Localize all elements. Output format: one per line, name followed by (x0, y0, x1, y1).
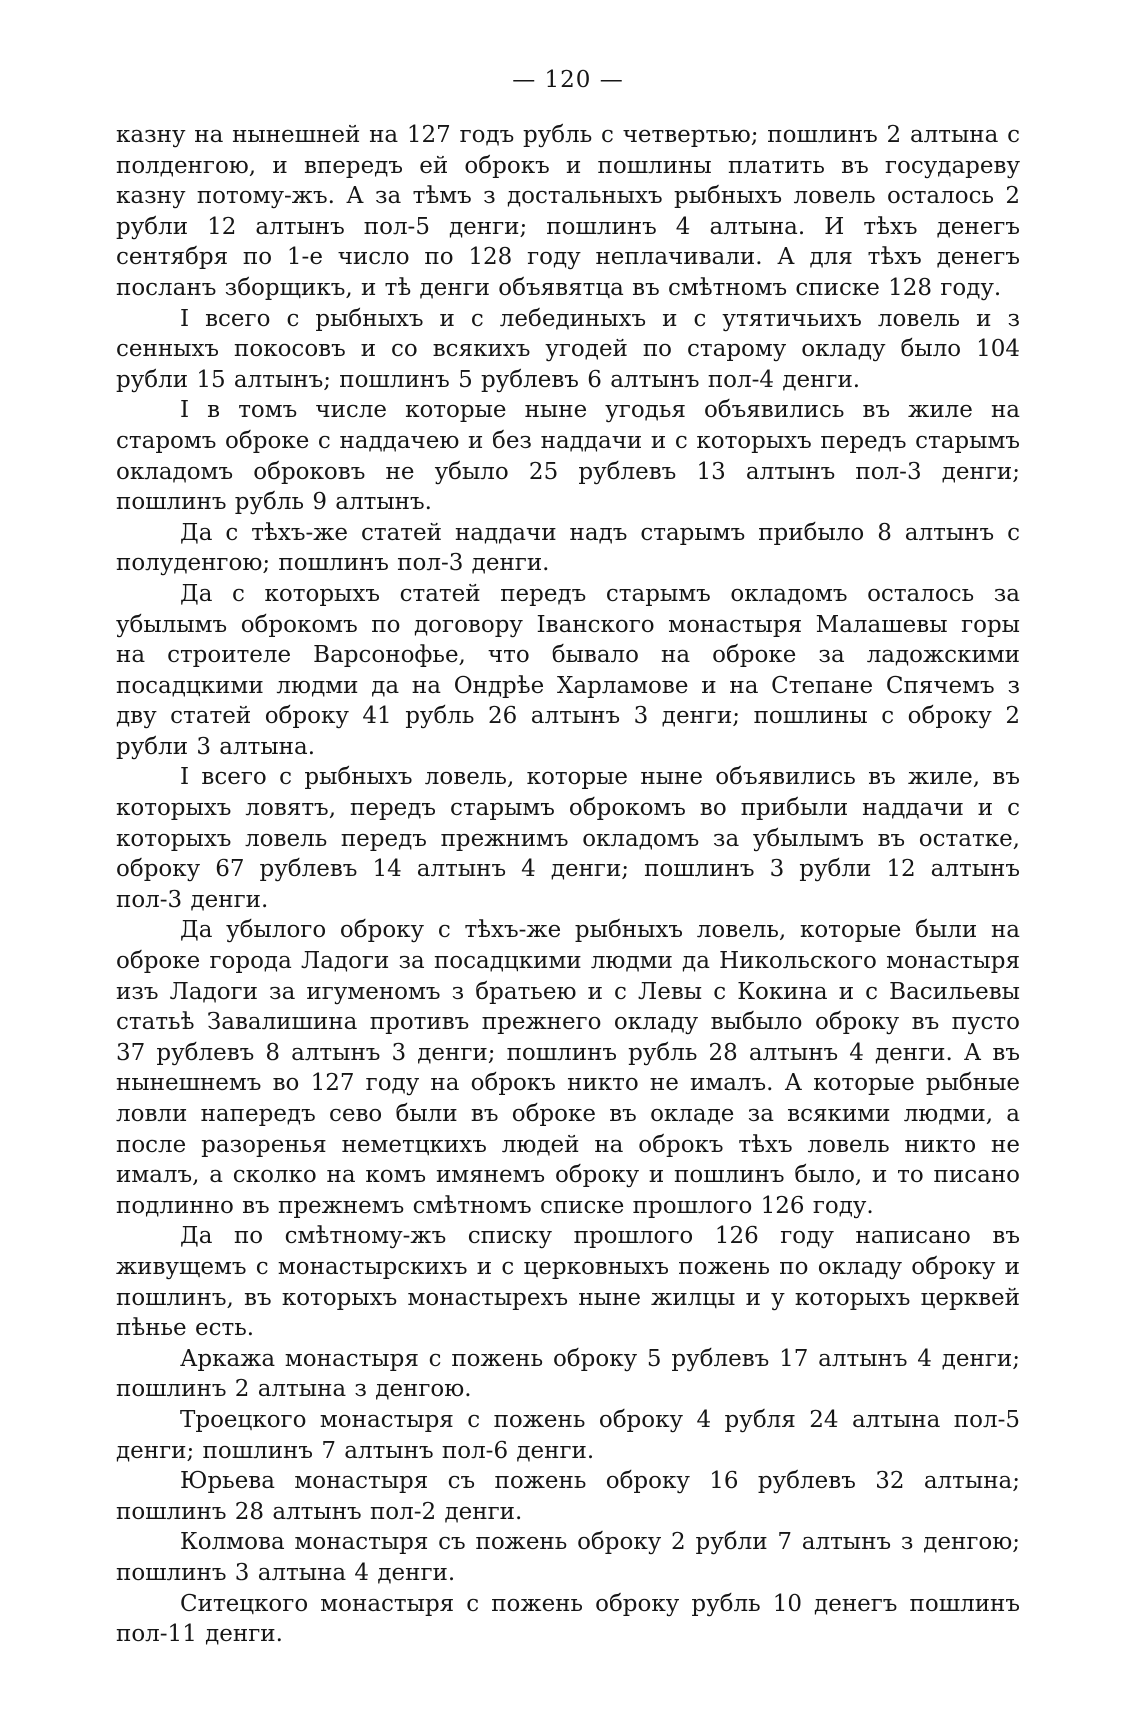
paragraph: Да убылого оброку с тѣхъ-же рыбныхъ ловель, которые были на оброке города Ладоги за посадцкими людми да Никольского монастыря изъ Ладоги за игуменомъ з братьею и с Левы с Кокина и с Васильевы статьѣ Завалишина противъ прежнего окладу выбыло оброку въ пусто 37 рублевъ 8 алтынъ 3 денги; пошлинъ рубль 28 алтынъ 4 денги. А въ нынешнемъ во 127 году на оброкъ никто не ималъ. А которые рыбные ловли напередъ сево были въ оброке въ окладе за всякими людми, а после разоренья неметцкихъ людей на оброкъ тѣхъ ловель никто не ималъ, а сколко на комъ имянемъ оброку и пошлинъ было, и то писано подлинно въ прежнемъ смѣтномъ списке прошлого 126 году. (116, 917, 1020, 1219)
paragraph: I всего с рыбныхъ ловель, которые ныне объявились въ жиле, въ которыхъ ловятъ, передъ старымъ оброкомъ во прибыли наддачи и с которыхъ ловель передъ прежнимъ окладомъ за убылымъ въ остатке, оброку 67 рублевъ 14 алтынъ 4 денги; пошлинъ 3 рубли 12 алтынъ пол-3 денги. (116, 764, 1020, 913)
paragraph: Да с которыхъ статей передъ старымъ окладомъ осталось за убылымъ оброкомъ по договору Іванского монастыря Малашевы горы на строителе Варсонофье, что бывало на оброке за ладожскими посадцкими людми да на Ондрѣе Харламове и на Степане Спячемъ з дву статей оброку 41 рубль 26 алтынъ 3 денги; пошлины с оброку 2 рубли 3 алтына. (116, 580, 1020, 760)
paragraph: Да с тѣхъ-же статей наддачи надъ старымъ прибыло 8 алтынъ с полуденгою; пошлинъ пол-3 денги. (116, 519, 1020, 577)
paragraph: Юрьева монастыря съ пожень оброку 16 рублевъ 32 алтына; пошлинъ 28 алтынъ пол-2 денги. (116, 1468, 1020, 1525)
paragraph: Колмова монастыря съ пожень оброку 2 рубли 7 алтынъ з денгою; пошлинъ 3 алтына 4 денги. (116, 1529, 1020, 1586)
page-number: — 120 — (512, 67, 624, 93)
body-text (116, 120, 1020, 1650)
document-page (116, 62, 1020, 1702)
paragraph: казну на нынешней на 127 годъ рубль с четвертью; пошлинъ 2 алтына с полденгою, и впередъ ей оброкъ и пошлины платить въ государеву казну потому-жъ. А за тѣмъ з достальныхъ рыбныхъ ловель осталось 2 рубли 12 алтынъ пол-5 денги; пошлинъ 4 алтына. И тѣхъ денегъ сентября по 1-е число по 128 году неплачивали. А для тѣхъ денегъ посланъ зборщикъ, и тѣ денги объявятца въ смѣтномъ списке 128 году. (116, 122, 1020, 301)
paragraph: I в томъ числе которые ныне угодья объявились въ жиле на старомъ оброке с наддачею и без наддачи и с которыхъ передъ старымъ окладомъ оброковъ не убыло 25 рублевъ 13 алтынъ пол-3 денги; пошлинъ рубль 9 алтынъ. (116, 397, 1020, 516)
paragraph: Да по смѣтному-жъ списку прошлого 126 году написано въ живущемъ с монастырскихъ и с церковныхъ пожень по окладу оброку и пошлинъ, въ которыхъ монастырехъ ныне жилцы и у которыхъ церквей пѣнье есть. (116, 1223, 1020, 1342)
paragraph: I всего с рыбныхъ и с лебединыхъ и с утятичьихъ ловель и з сенныхъ покосовъ и со всякихъ угодей по старому окладу было 104 рубли 15 алтынъ; пошлинъ 5 рублевъ 6 алтынъ пол-4 денги. (116, 305, 1020, 393)
paragraph: Троецкого монастыря с пожень оброку 4 рубля 24 алтына пол-5 денги; пошлинъ 7 алтынъ пол-6 денги. (116, 1406, 1020, 1464)
paragraph: Аркажа монастыря с пожень оброку 5 рублевъ 17 алтынъ 4 денги; пошлинъ 2 алтына з денгою. (116, 1345, 1020, 1403)
paragraph: Ситецкого монастыря с пожень оброку рубль 10 денегъ пошлинъ пол-11 денги. (116, 1590, 1020, 1648)
